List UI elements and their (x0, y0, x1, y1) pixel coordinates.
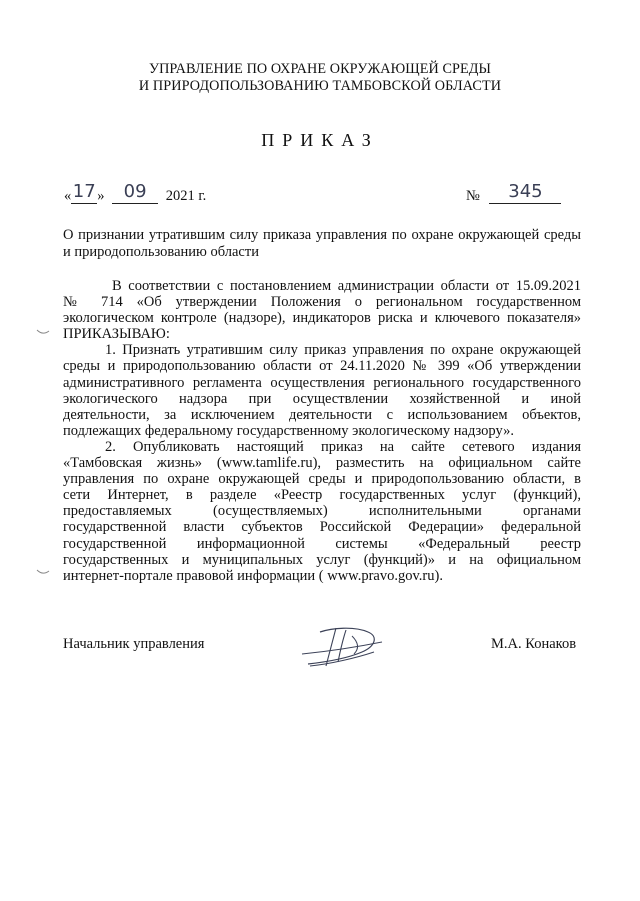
signer-name: М.А. Конаков (491, 636, 577, 652)
item2-line: 2. Опубликовать настоящий приказ на сайте сетевого издания (105, 438, 581, 455)
date-day: 17 (72, 181, 96, 202)
item1-last-line: подлежащих федеральному государственному экологическому надзору». (63, 422, 514, 439)
date-quote-open: « (64, 188, 72, 204)
date-day-field (71, 181, 97, 204)
margin-mark (36, 328, 50, 336)
date-month: 09 (123, 181, 147, 202)
date-month-field (112, 181, 158, 204)
preamble-line: В соответствии с постановлением администрации области от 15.09.2021 (112, 278, 581, 294)
document-title: ПРИКАЗ (261, 130, 379, 150)
item2-line: сети Интернет, в разделе «Реестр государственных услуг (функций), (63, 487, 581, 504)
item1-line: деятельности, за исключением деятельности с использованием объектов, (63, 406, 581, 423)
order-date (64, 181, 207, 205)
order-number (466, 181, 561, 205)
order-body (63, 278, 581, 584)
item2-last-line: интернет-портале правовой информации ( www.pravo.gov.ru). (63, 567, 443, 584)
number-field (489, 181, 561, 204)
org-name-line1: УПРАВЛЕНИЕ ПО ОХРАНЕ ОКРУЖАЮЩЕЙ СРЕДЫ (148, 61, 492, 77)
item1-line: экологического надзора при осуществлении хозяйственной и иной (63, 390, 581, 407)
item2-line: государственной власти субъектов Российской Федерации» федеральной (63, 519, 581, 536)
item2-line: государственных и муниципальных услуг (функций)» и на официальном (63, 551, 581, 568)
item2-line: государственной информационной системы «Федеральный реестр (63, 535, 581, 552)
item2-line: предоставляемых (осуществляемых) исполнительными органами (63, 503, 581, 520)
item1-line: среды и природопользованию области от 24.11.2020 № 399 «Об утверждении (63, 358, 581, 375)
org-name-line2: И ПРИРОДОПОЛЬЗОВАНИЮ ТАМБОВСКОЙ ОБЛАСТИ (138, 78, 502, 94)
item2-line: «Тамбовская жизнь» (www.tamlife.ru), разместить на официальном сайте (63, 455, 581, 472)
item1-line: 1. Признать утратившим силу приказ управления по охране окружающей (105, 342, 581, 359)
preamble-line: экологическом контроле (надзоре), индикаторов риска и ключевого показателя» (63, 310, 581, 327)
handwritten-signature (296, 622, 386, 670)
item2-line: управления по охране окружающей среды и природопользованию области, в (63, 471, 581, 488)
preamble-line: № 714 «Об утверждении Положения о региональном государственном (63, 294, 581, 311)
item1-line: административного регламента осуществления регионального государственного (63, 374, 581, 391)
order-subject: О признании утратившим силу приказа управления по охране окружающей среды и природопользованию области (63, 227, 581, 260)
date-quote-close: » (97, 188, 105, 204)
order-word: ПРИКАЗЫВАЮ: (63, 326, 170, 343)
signer-position: Начальник управления (63, 636, 205, 652)
number-value: 345 (508, 181, 543, 202)
margin-mark (36, 568, 50, 576)
date-year: 2021 г. (165, 188, 207, 204)
number-label: № (466, 188, 480, 204)
